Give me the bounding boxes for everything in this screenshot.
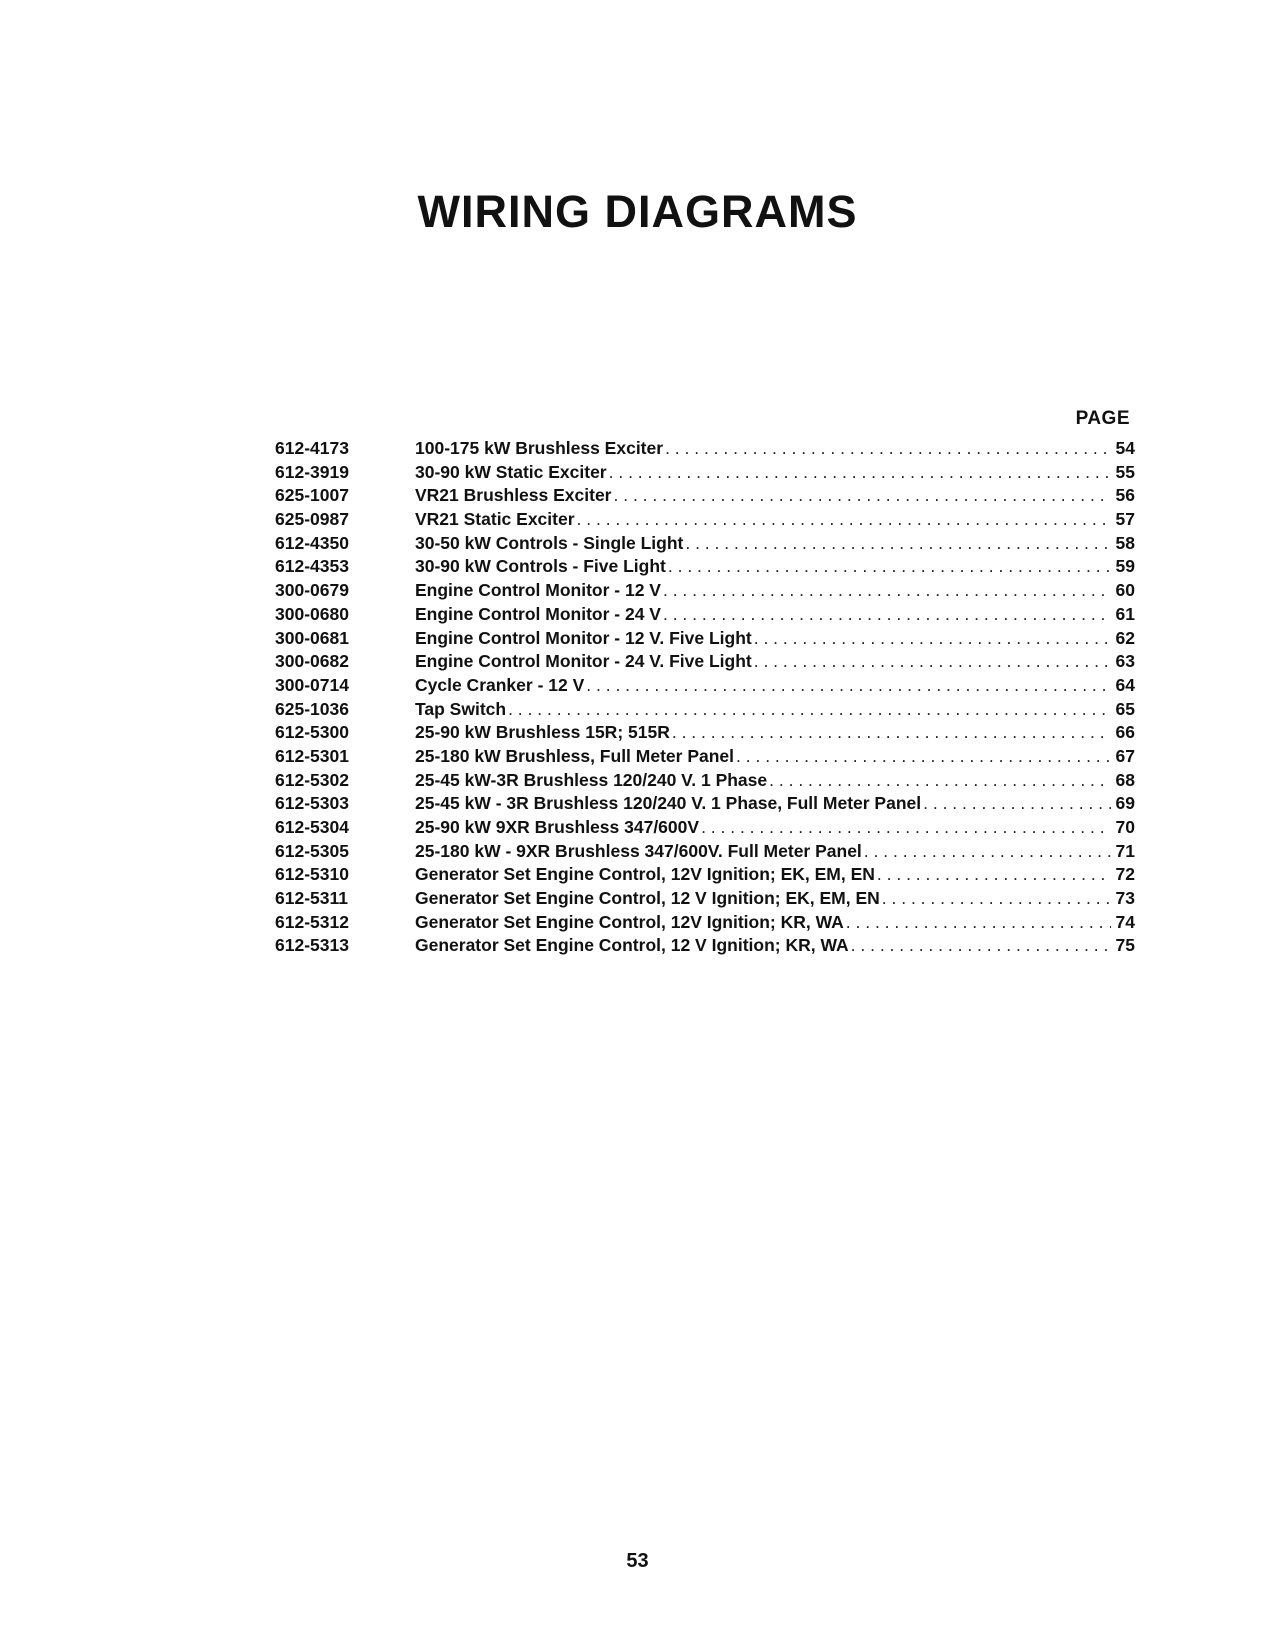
dot-leader [663, 604, 1111, 625]
dot-leader [663, 580, 1111, 601]
diagram-title: Tap Switch [415, 698, 507, 719]
diagram-title: Engine Control Monitor - 12 V. Five Light [415, 627, 752, 648]
page-reference: 56 [1115, 485, 1135, 506]
page-reference: 54 [1115, 438, 1135, 458]
diagram-number: 612-5302 [275, 769, 349, 790]
page-reference: 55 [1115, 461, 1135, 482]
toc-entry [275, 864, 1135, 888]
diagram-title: Cycle Cranker - 12 V [415, 674, 585, 695]
diagram-title: 30-50 kW Controls - Single Light [415, 532, 684, 553]
diagram-title: Generator Set Engine Control, 12 V Ignition; KR, WA [415, 935, 849, 956]
diagram-number: 625-1036 [275, 698, 349, 719]
diagram-title: Engine Control Monitor - 12 V [415, 580, 661, 601]
toc-entry [275, 533, 1135, 557]
diagram-title: 25-180 kW - 9XR Brushless 347/600V. Full Meter Panel [415, 840, 862, 861]
diagram-number: 612-5312 [275, 911, 349, 932]
toc-entry [275, 935, 1135, 959]
page-reference: 62 [1115, 627, 1135, 648]
page-reference: 74 [1115, 911, 1135, 932]
dot-leader [665, 438, 1111, 459]
toc-entry [275, 556, 1135, 580]
toc-entry [275, 580, 1135, 604]
page-reference: 68 [1115, 769, 1135, 790]
diagram-number: 300-0680 [275, 603, 349, 624]
diagram-number: 300-0682 [275, 651, 349, 672]
dot-leader [614, 485, 1112, 506]
diagram-number: 612-4173 [275, 438, 349, 458]
page-reference: 65 [1115, 698, 1135, 719]
dot-leader [754, 651, 1111, 672]
dot-leader [736, 746, 1111, 767]
toc-entry [275, 628, 1135, 652]
page-reference: 67 [1115, 745, 1135, 766]
diagram-number: 612-5311 [275, 888, 348, 909]
dot-leader [701, 817, 1111, 838]
toc-entry [275, 912, 1135, 936]
page-reference: 72 [1115, 864, 1135, 885]
diagram-title: 30-90 kW Controls - Five Light [415, 556, 666, 577]
dot-leader [882, 888, 1111, 909]
page-reference: 75 [1115, 935, 1135, 956]
page-reference: 58 [1115, 532, 1135, 553]
diagram-number: 612-5300 [275, 722, 349, 743]
toc-entry [275, 817, 1135, 841]
table-of-contents [275, 438, 1135, 959]
diagram-title: Generator Set Engine Control, 12V Ignition; EK, EM, EN [415, 864, 875, 885]
diagram-title: Engine Control Monitor - 24 V [415, 603, 661, 624]
diagram-title: 25-45 kW - 3R Brushless 120/240 V. 1 Phase, Full Meter Panel [415, 793, 922, 814]
toc-entry [275, 722, 1135, 746]
dot-leader [846, 912, 1111, 933]
toc-entry [275, 462, 1135, 486]
page-title: WIRING DIAGRAMS [417, 186, 858, 237]
toc-entry [275, 841, 1135, 865]
dot-leader [877, 864, 1111, 885]
diagram-number: 612-5310 [275, 864, 349, 885]
page-column-header: PAGE [1075, 408, 1130, 429]
diagram-number: 300-0679 [275, 580, 349, 601]
page-reference: 57 [1115, 509, 1135, 530]
dot-leader [754, 628, 1111, 649]
dot-leader [508, 699, 1111, 720]
diagram-number: 612-5303 [275, 793, 349, 814]
diagram-title: 100-175 kW Brushless Exciter [415, 438, 664, 458]
diagram-number: 612-5313 [275, 935, 349, 956]
page-reference: 64 [1115, 674, 1135, 695]
page-reference: 73 [1115, 888, 1135, 909]
diagram-title: Engine Control Monitor - 24 V. Five Light [415, 651, 752, 672]
toc-entry [275, 604, 1135, 628]
diagram-title: VR21 Brushless Exciter [415, 485, 612, 506]
dot-leader [923, 793, 1111, 814]
toc-entry [275, 793, 1135, 817]
diagram-title: 30-90 kW Static Exciter [415, 461, 607, 482]
diagram-number: 612-5304 [275, 817, 349, 837]
toc-entry [275, 746, 1135, 770]
dot-leader [609, 462, 1111, 483]
diagram-number: 612-3919 [275, 461, 349, 482]
diagram-number: 300-0681 [275, 627, 349, 648]
diagram-number: 625-0987 [275, 509, 349, 530]
page-reference: 70 [1115, 817, 1135, 837]
dot-leader [864, 841, 1111, 862]
diagram-number: 612-5305 [275, 840, 349, 861]
dot-leader [586, 675, 1111, 696]
dot-leader [577, 509, 1111, 530]
toc-entry [275, 675, 1135, 699]
page-reference: 59 [1115, 556, 1135, 577]
diagram-title: Generator Set Engine Control, 12V Ignition; KR, WA [415, 911, 844, 932]
page-reference: 69 [1115, 793, 1135, 814]
diagram-number: 625-1007 [275, 485, 349, 506]
diagram-number: 612-4350 [275, 532, 349, 553]
toc-entry [275, 699, 1135, 723]
diagram-number: 300-0714 [275, 674, 349, 695]
toc-entry [275, 485, 1135, 509]
diagram-title: 25-180 kW Brushless, Full Meter Panel [415, 745, 735, 766]
toc-entry [275, 509, 1135, 533]
dot-leader [851, 935, 1111, 956]
diagram-number: 612-4353 [275, 556, 349, 577]
diagram-title: 25-90 kW Brushless 15R; 515R [415, 722, 670, 743]
page-reference: 61 [1115, 603, 1135, 624]
page-reference: 66 [1115, 722, 1135, 743]
diagram-title: 25-45 kW-3R Brushless 120/240 V. 1 Phase [415, 769, 768, 790]
diagram-number: 612-5301 [275, 745, 349, 766]
diagram-title: VR21 Static Exciter [415, 509, 575, 530]
page-number: 53 [626, 1550, 649, 1572]
page-reference: 71 [1115, 840, 1135, 861]
toc-entry [275, 651, 1135, 675]
toc-entry [275, 888, 1135, 912]
diagram-title: 25-90 kW 9XR Brushless 347/600V [415, 817, 700, 837]
toc-entry [275, 438, 1135, 462]
diagram-title: Generator Set Engine Control, 12 V Ignition; EK, EM, EN [415, 888, 880, 909]
page-reference: 60 [1115, 580, 1135, 601]
toc-entry [275, 770, 1135, 794]
dot-leader [672, 722, 1111, 743]
dot-leader [685, 533, 1111, 554]
dot-leader [668, 556, 1111, 577]
page-reference: 63 [1115, 651, 1135, 672]
dot-leader [769, 770, 1111, 791]
